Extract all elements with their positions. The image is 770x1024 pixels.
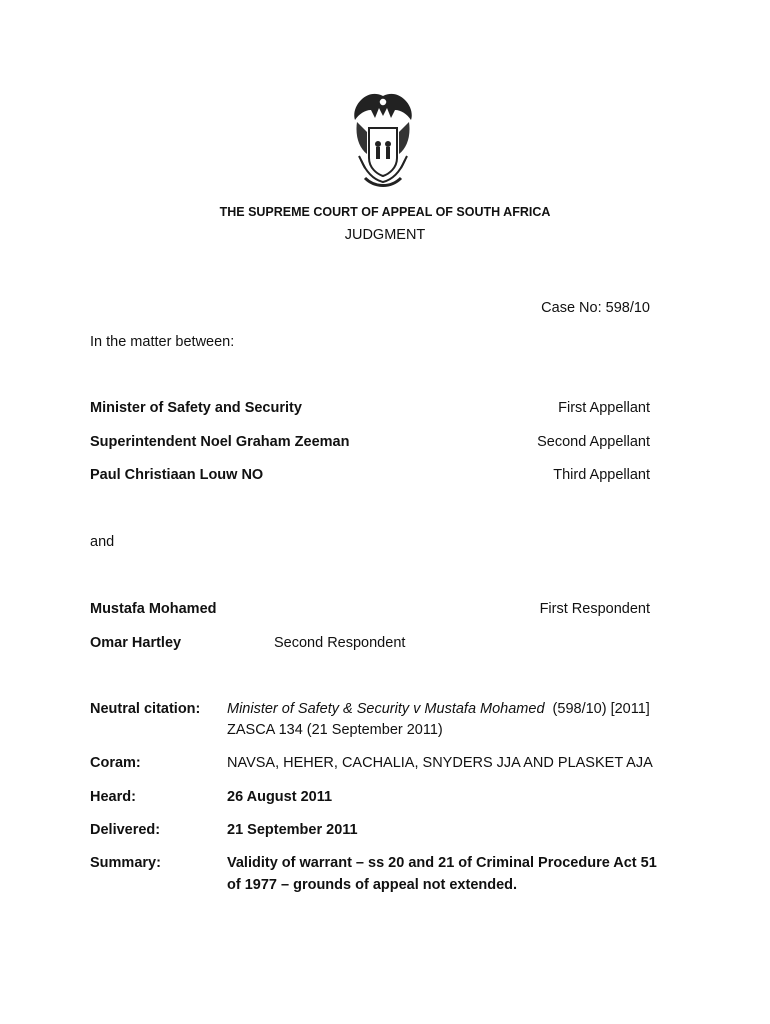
- citation-case-name: Minister of Safety & Security v Mustafa Mohamed: [227, 701, 545, 717]
- respondent-role: Second Respondent: [274, 635, 406, 651]
- court-name: THE SUPREME COURT OF APPEAL OF SOUTH AFRICA: [219, 205, 551, 219]
- respondent-name: Omar Hartley: [90, 635, 182, 651]
- heard-label: Heard:: [90, 789, 136, 805]
- appellant-role: Third Appellant: [553, 467, 650, 483]
- coat-of-arms-icon: [345, 88, 421, 192]
- delivered-label: Delivered:: [90, 822, 161, 838]
- and-connector: and: [90, 534, 115, 550]
- heard-value: 26 August 2011: [227, 789, 333, 805]
- appellant-role: First Appellant: [558, 400, 650, 416]
- citation-label: Neutral citation:: [90, 701, 201, 717]
- citation-line-1: [227, 701, 650, 717]
- citation-reference: (598/10) [2011]: [552, 701, 650, 717]
- respondent-role: First Respondent: [539, 601, 650, 617]
- appellant-role: Second Appellant: [537, 434, 650, 450]
- appellant-name: Minister of Safety and Security: [90, 400, 302, 416]
- coram-label: Coram:: [90, 755, 141, 771]
- summary-line-1: Validity of warrant – ss 20 and 21 of Criminal Procedure Act 51: [227, 855, 657, 871]
- citation-line-2: ZASCA 134 (21 September 2011): [227, 722, 443, 738]
- appellant-name: Superintendent Noel Graham Zeeman: [90, 434, 350, 450]
- summary-label: Summary:: [90, 855, 161, 871]
- summary-line-2: of 1977 – grounds of appeal not extended.: [227, 877, 518, 893]
- case-number: Case No: 598/10: [541, 300, 650, 316]
- delivered-value: 21 September 2011: [227, 822, 358, 838]
- appellant-name: Paul Christiaan Louw NO: [90, 467, 264, 483]
- matter-intro: In the matter between:: [90, 334, 235, 350]
- respondent-name: Mustafa Mohamed: [90, 601, 217, 617]
- coram-value: NAVSA, HEHER, CACHALIA, SNYDERS JJA AND PLASKET AJA: [227, 755, 653, 771]
- document-type: JUDGMENT: [344, 227, 426, 243]
